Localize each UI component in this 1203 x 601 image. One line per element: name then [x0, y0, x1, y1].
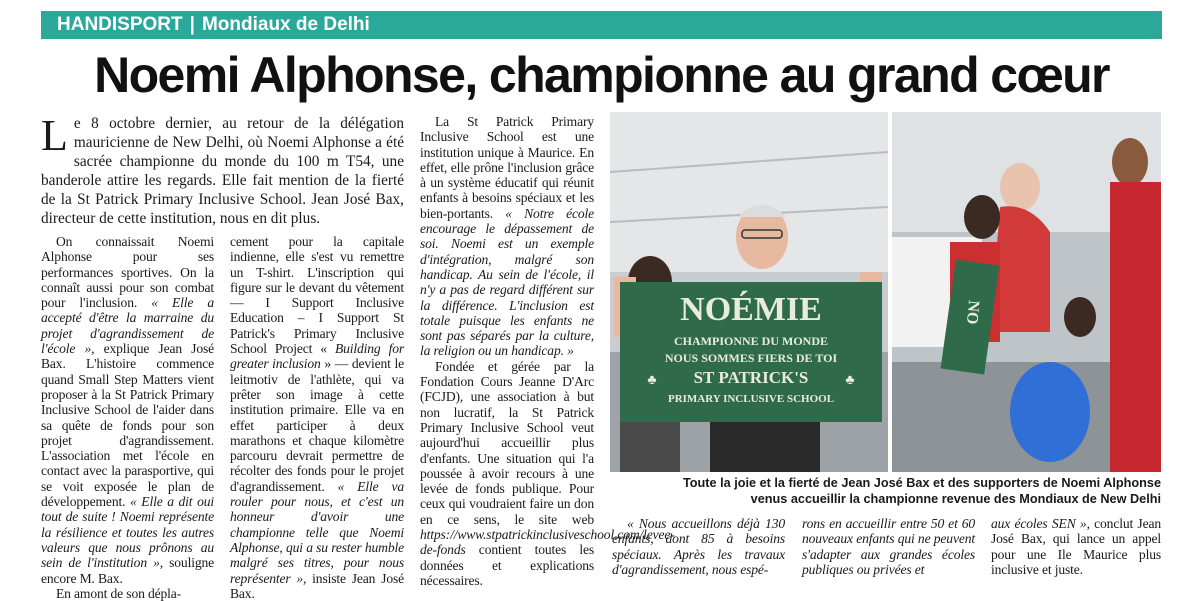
text: contient toutes les données et explications nécessaires. — [420, 542, 594, 588]
paragraph — [230, 234, 404, 601]
section-category: HANDISPORT — [57, 14, 183, 35]
banner-name-text: NOÉMIE — [680, 291, 822, 328]
quote: Building for greater inclusion — [230, 341, 404, 372]
drop-cap: L — [41, 111, 68, 160]
paragraph — [612, 516, 785, 577]
article-column-3 — [420, 114, 675, 588]
article-column-6 — [991, 516, 1161, 582]
text: On connaissait Noemi Alphonse pour ses performances sportives. On la connaît aussi pour son combat pour l'inclusion. — [41, 234, 214, 311]
paragraph — [420, 358, 675, 588]
quote: « Elle va rouler pour nous, et c'est un honneur d'avoir une championne telle que Noemi Alphonse, qui a su rester humble malgré ses titres, pour nous représenter » — [230, 478, 404, 586]
lead-text: e 8 octobre dernier, au retour de la délégation mauricienne de New Delhi, où Noemi Alphonse a été sacrée championne du monde du 100 m T54, une banderole attire les regards. Elle fait mention de la fierté de la St Patrick Primary Inclusive School. Jean José Bax, directeur de cette institution, nous en dit plus. — [41, 115, 404, 227]
paragraph: En amont de son dépla- — [56, 585, 182, 601]
photo-caption — [612, 475, 1161, 511]
article-column-5 — [802, 516, 975, 582]
paragraph — [991, 516, 1161, 577]
quote: « Elle a dit oui tout de suite ! Noemi représente la résilience et toutes les autres valeurs que nous prônons au sein de l'institution » — [41, 494, 214, 571]
shamrock-icon: ♣ — [647, 373, 657, 388]
quote: « Nous accueillons déjà 130 enfants, dont 85 à besoins spéciaux. Après les travaux d'agrandissement, nous espé- — [612, 516, 785, 577]
photo-illustration — [610, 112, 1161, 472]
article-lead — [41, 111, 404, 229]
caption-line-1: Toute la joie et la fierté de Jean José Bax et des supporters de Noemi Alphonse — [682, 476, 1161, 490]
quote: « Notre école encourage le dépassement de soi. Noemi est un exemple d'intégration, malgré son handicap. Au sein de l'école, il n'y a pas de regard différent sur la différence. L'inclusion est totale puisque les enfants ne sont pas séparés par la culture, la religion ou un handicap. » — [420, 205, 595, 359]
text: , explique Jean José Bax. L'histoire commence quand Small Step Matters vient proposer à la St Patrick Primary Inclusive School de l'aider dans sa quête de fonds pour son projet d'agrandissement. L'association met l'école en contact avec la parasportive, qui se voit exposée le plan de développement. — [41, 341, 214, 510]
banner-line3-text: PRIMARY INCLUSIVE SCHOOL — [667, 393, 835, 405]
text: Fondée et gérée par la Fondation Cours Jeanne D'Arc (FCJD), une association à but non lucratif, la St Patrick Primary Inclusive School veut aujourd'hui accueillir plus d'enfants. Une situation qui l'a poussée à avoir recours à une levée de fonds publique. Pour ceux qui voudraient faire un don en ce sens, le site web — [420, 358, 594, 527]
quote: aux écoles SEN » — [991, 516, 1087, 531]
article-photo — [610, 112, 1161, 472]
text: , conclut Jean José Bax, qui lance un appel pour une Ile Maurice plus inclusive et juste. — [991, 516, 1161, 577]
text: cement pour la capitale indienne, elle s'est vu remettre un T-shirt. L'inscription qui figure sur le devant du vêtement — I Support Inclusive Education – I Support St Patrick's Primary Inclusive School Project « — [230, 234, 404, 357]
banner-school-text: ST PATRICK'S — [693, 368, 809, 387]
section-header-bar — [41, 11, 1162, 39]
text: » — devient le leitmotiv de l'athlète, qui va prêter son image à cette institution primaire. Elle va en effet participer à deux marathons et chaque kilomètre parcouru devrait permettre de récolter des fonds pour le projet d'agrandissement. — [230, 356, 404, 494]
article-headline: Noemi Alphonse, championne au grand cœur — [94, 47, 1109, 103]
text: , souligne encore M. Bax. — [41, 555, 214, 586]
banner-line1-text: CHAMPIONNE DU MONDE — [674, 334, 828, 348]
banner-line2-text: NOUS SOMMES FIERS DE TOI — [664, 351, 838, 365]
paragraph — [802, 516, 975, 577]
text: , insiste Jean José Bax. — [230, 570, 404, 601]
quote: « Elle a accepté d'être la marraine du projet d'agrandissement de l'école » — [41, 295, 214, 357]
text: La St Patrick Primary Inclusive School est une institution unique à Maurice. En effet, elle prône l'inclusion grâce à un système éducatif qui réunit enfants à besoins spéciaux et les bien-portants. — [420, 114, 594, 221]
article-column-2 — [230, 234, 404, 601]
article-column-1 — [41, 234, 214, 601]
website-link[interactable]: https://www.stpatrickinclusiveschool.com/levee-de-fonds — [420, 527, 675, 558]
quote: rons en accueillir entre 50 et 60 nouveaux enfants qui ne peuvent s'adapter aux grandes écoles publiques ou privées et — [802, 516, 975, 577]
paragraph — [41, 234, 214, 586]
article-column-4 — [612, 516, 785, 582]
section-separator: | — [189, 14, 195, 35]
paragraph — [420, 114, 594, 359]
caption-line-2: venus accueillir la championne revenue des Mondiaux de New Delhi — [750, 492, 1161, 506]
right-banner-text: NO — [962, 299, 982, 326]
section-event: Mondiaux de Delhi — [201, 14, 370, 35]
shamrock-icon: ♣ — [845, 373, 855, 388]
